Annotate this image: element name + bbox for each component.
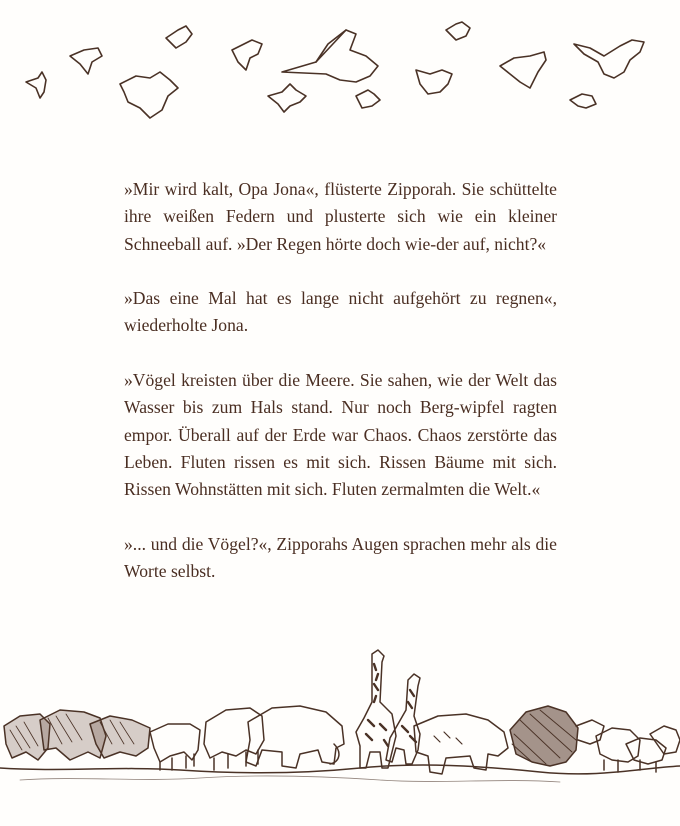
bird-icon [120, 72, 178, 118]
bird-icon [232, 40, 262, 70]
bird-icon [26, 72, 46, 98]
flying-birds-illustration [0, 0, 680, 140]
lion-icon [510, 706, 604, 766]
elephant-icon [246, 706, 344, 768]
bird-icon [282, 30, 378, 82]
bird-icon [166, 26, 192, 48]
elephant-icon [204, 708, 264, 758]
paragraph: »Das eine Mal hat es lange nicht aufgehört zu regnen«, wiederholte Jona. [124, 288, 557, 336]
bird-icon [570, 94, 596, 108]
bird-icon [574, 40, 644, 78]
cow-icon [150, 724, 200, 762]
giraffe-icon [356, 650, 396, 768]
bird-icon [268, 84, 306, 112]
paragraph: »Vögel kreisten über die Meere. Sie sahen, wie der Welt das Wasser bis zum Hals stand. Nur noch Berg-wipfel ragten empor. Überall auf der Erde war Chaos. Chaos zerstörte das Leben. Fluten rissen es mit sich. Rissen Bäume mit sich. Rissen Wohnstätten mit sich. Fluten zermalmten die Welt.« [124, 370, 557, 500]
bird-icon [70, 48, 102, 74]
animal-group-right [596, 726, 680, 772]
giraffe-icon [386, 674, 420, 764]
bird-icon [356, 90, 380, 108]
paragraph: »Mir wird kalt, Opa Jona«, flüsterte Zipporah. Sie schüttelte ihre weißen Federn und plusterte sich wie ein kleiner Schneeball auf. »Der Regen hörte doch wie-der auf, nicht?« [124, 179, 557, 254]
bird-icon [500, 52, 546, 88]
bird-icon [416, 70, 452, 94]
paragraph: »... und die Vögel?«, Zipporahs Augen sprachen mehr als die Worte selbst. [124, 533, 557, 582]
animal-procession-illustration [0, 640, 680, 826]
story-text [124, 176, 557, 613]
bird-icon [446, 22, 470, 40]
